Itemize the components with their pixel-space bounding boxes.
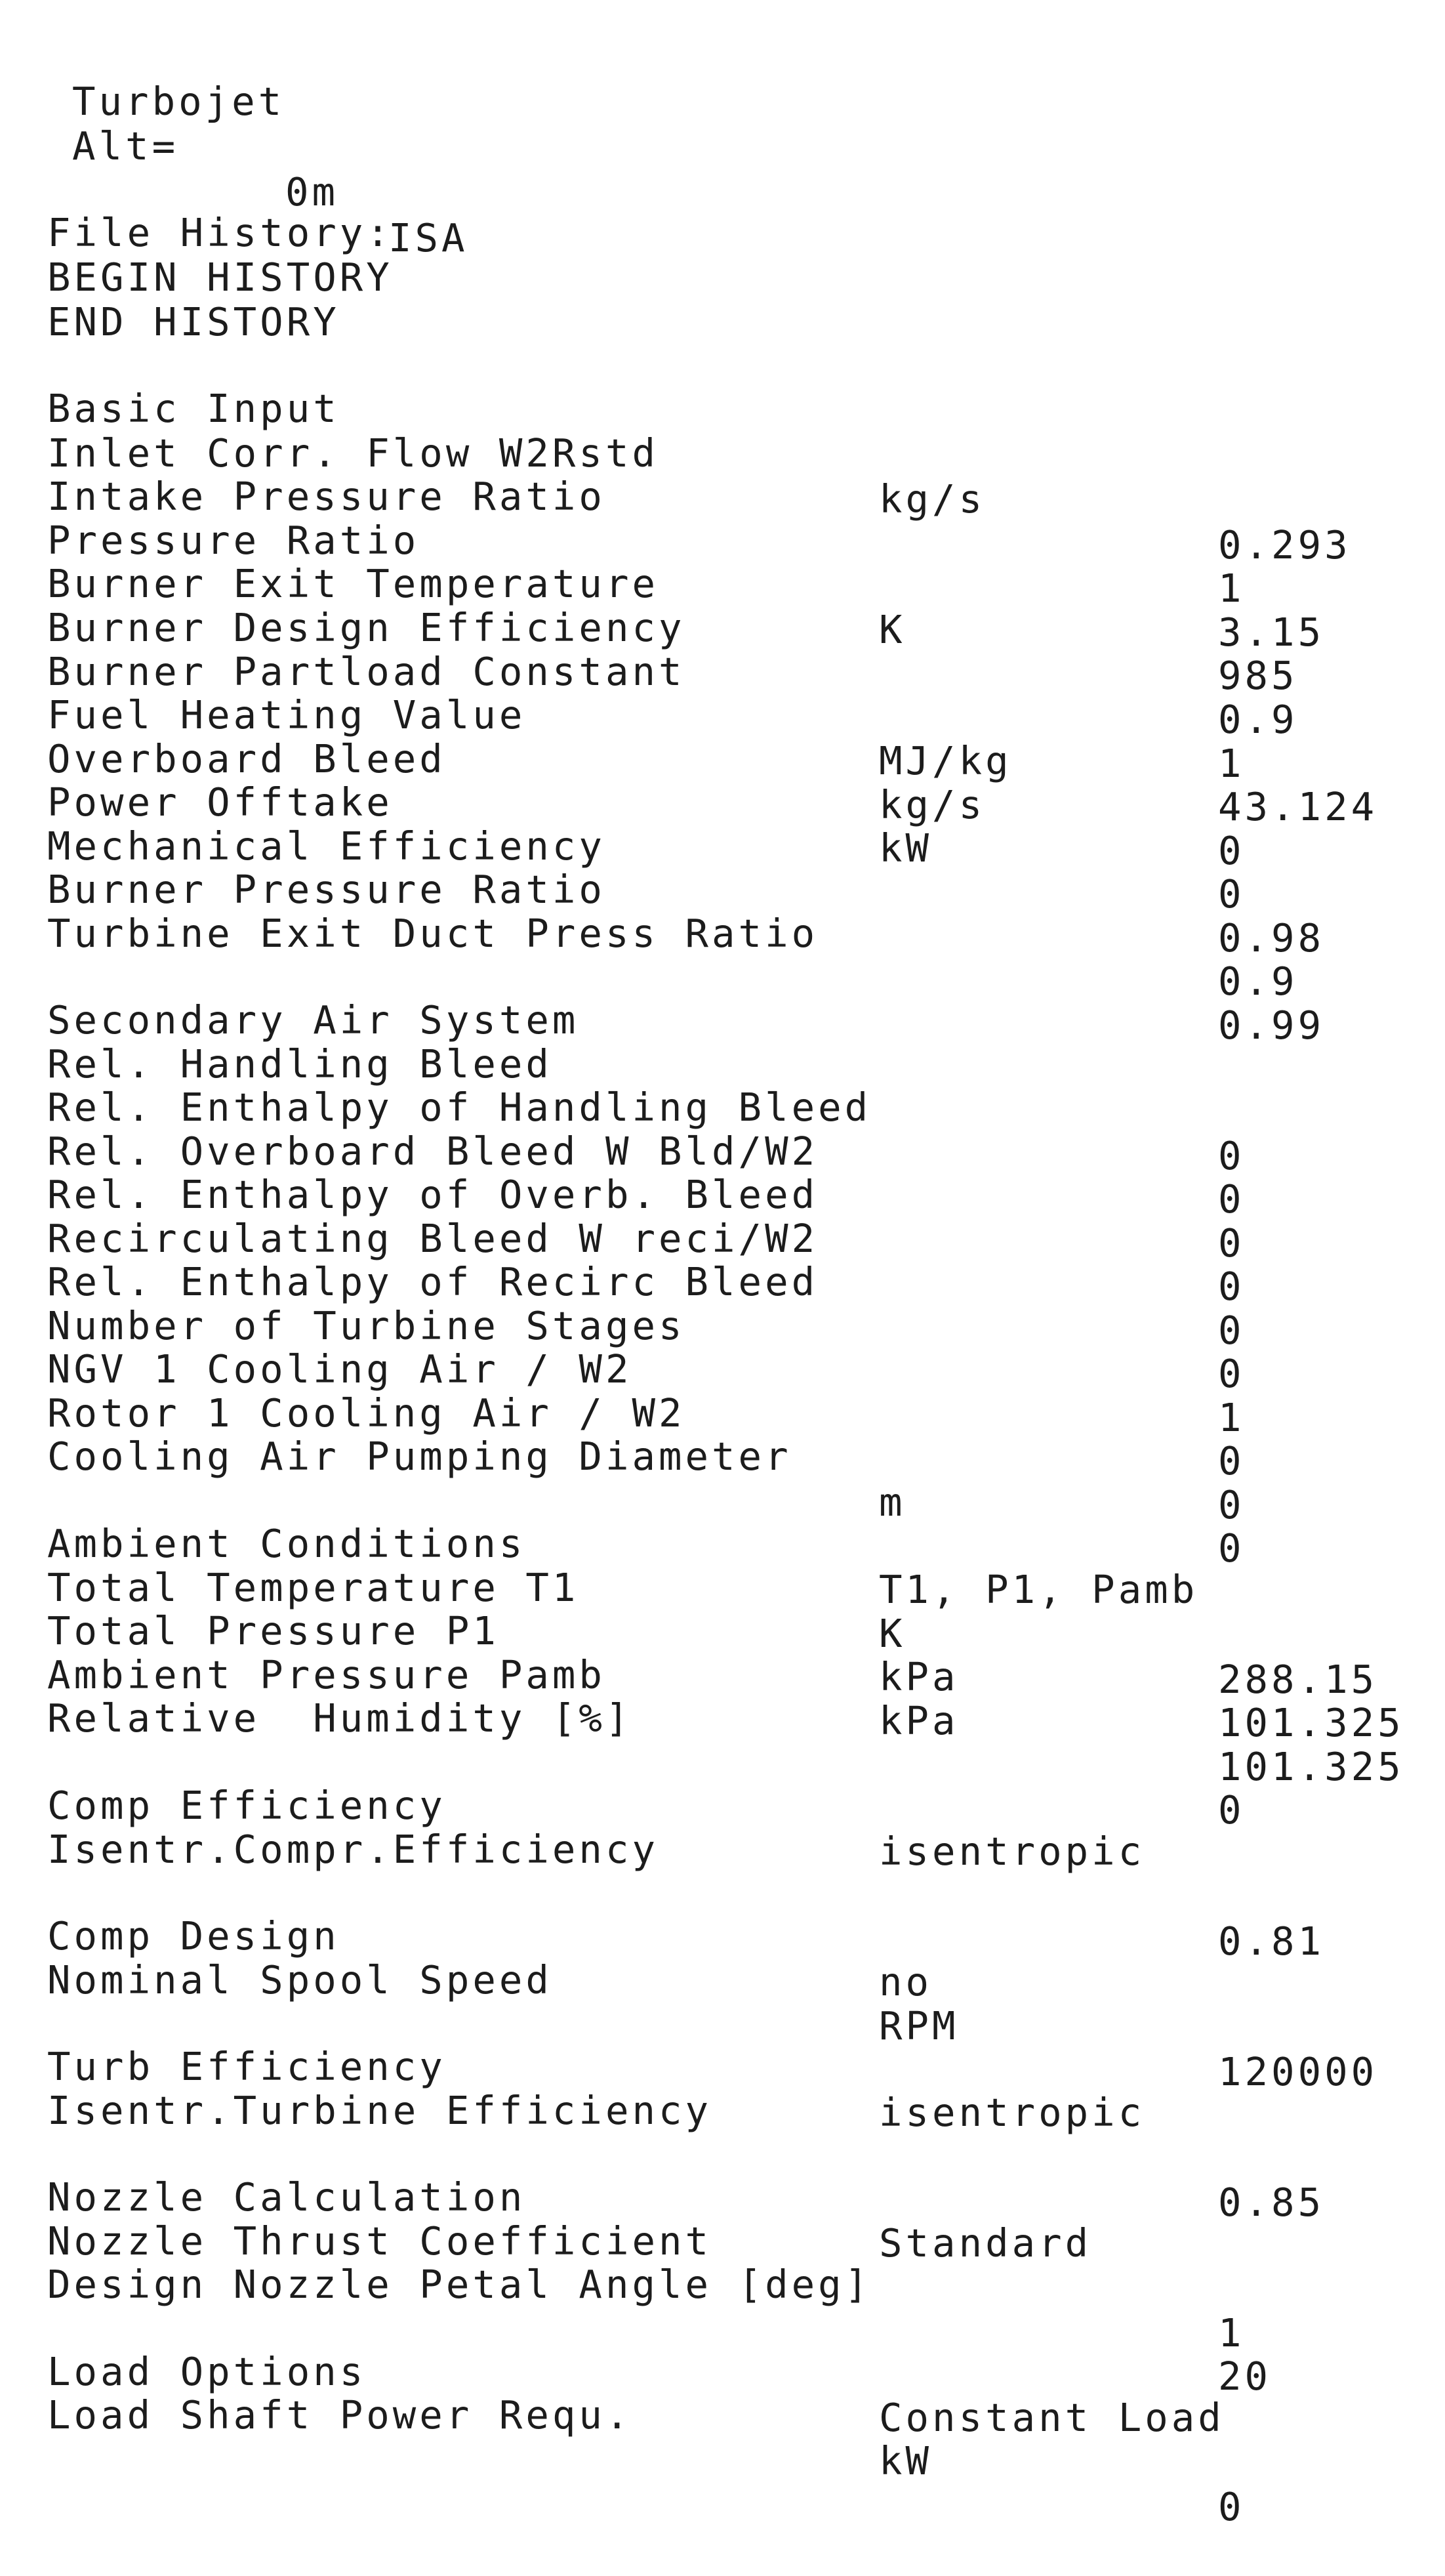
begin-history-text: BEGIN HISTORY <box>47 255 393 300</box>
param-value: 0 <box>1218 1482 1245 1527</box>
param-label: Turbine Exit Duct Press Ratio <box>47 911 819 956</box>
file-history-label: File History: <box>47 210 393 255</box>
param-unit: kW <box>879 2438 933 2483</box>
param-value: 0 <box>1218 2484 1245 2529</box>
param-value: 101.325 <box>1218 1744 1404 1789</box>
secondary-air-heading: Secondary Air System <box>47 997 579 1043</box>
param-label: Cooling Air Pumping Diameter <box>47 1434 792 1479</box>
param-label: Nozzle Thrust Coefficient <box>47 2218 712 2264</box>
param-value: 0 <box>1218 1351 1245 1396</box>
param-label: Pressure Ratio <box>47 518 420 563</box>
load-options-heading: Load Options <box>47 2349 367 2394</box>
param-unit: kPa <box>879 1698 959 1743</box>
ambient-conditions-heading: Ambient Conditions <box>47 1521 526 1566</box>
param-label: Fuel Heating Value <box>47 692 526 737</box>
param-label: Burner Partload Constant <box>47 649 685 694</box>
param-value: 0 <box>1218 871 1245 917</box>
param-unit: MJ/kg <box>879 738 1012 783</box>
param-label: Power Offtake <box>47 779 393 825</box>
param-label: Rel. Enthalpy of Recirc Bleed <box>47 1259 819 1304</box>
param-value: 0 <box>1218 1787 1245 1833</box>
param-value: 1 <box>1218 566 1245 611</box>
param-value: 985 <box>1218 653 1298 698</box>
page-title: Turbojet <box>72 79 285 124</box>
param-label: Relative Humidity [%] <box>47 1695 632 1741</box>
param-label: Mechanical Efficiency <box>47 823 605 869</box>
param-label: Load Shaft Power Requ. <box>47 2392 632 2438</box>
param-label: Number of Turbine Stages <box>47 1303 685 1348</box>
param-value: 0.98 <box>1218 915 1325 961</box>
param-unit: kg/s <box>879 782 986 827</box>
altitude-label: Alt= <box>72 123 179 169</box>
param-unit: RPM <box>879 2003 959 2048</box>
param-unit: K <box>879 607 906 652</box>
comp-efficiency-heading: Comp Efficiency <box>47 1783 446 1828</box>
param-label: Rel. Enthalpy of Handling Bleed <box>47 1085 872 1130</box>
param-unit: kg/s <box>879 476 986 522</box>
section-heading <box>0 951 579 1043</box>
param-label: Recirculating Bleed W reci/W2 <box>47 1216 819 1261</box>
param-label: Burner Exit Temperature <box>47 561 659 606</box>
comp-design-option: no <box>879 1959 933 2005</box>
param-label: Overboard Bleed <box>47 736 446 781</box>
param-value: 120000 <box>1218 2049 1378 2094</box>
end-history-text: END HISTORY <box>47 299 340 344</box>
param-value: 0.81 <box>1218 1919 1325 1964</box>
param-value: 0 <box>1218 828 1245 873</box>
param-label: Rel. Enthalpy of Overb. Bleed <box>47 1172 819 1217</box>
param-value: 0 <box>1218 1133 1245 1178</box>
param-value: 0 <box>1218 1308 1245 1353</box>
turb-efficiency-option: isentropic <box>879 2090 1145 2135</box>
param-value: 0 <box>1218 1220 1245 1266</box>
param-value: 101.325 <box>1218 1700 1404 1745</box>
param-value: 0.9 <box>1218 697 1298 742</box>
param-label: Burner Design Efficiency <box>47 605 685 650</box>
param-label: Rotor 1 Cooling Air / W2 <box>47 1390 685 1436</box>
comp-design-heading: Comp Design <box>47 1913 340 1959</box>
param-unit: kW <box>879 825 933 871</box>
atmosphere-model: ISA <box>388 215 468 260</box>
header-title-line <box>0 33 285 124</box>
param-label: NGV 1 Cooling Air / W2 <box>47 1346 632 1392</box>
param-label: Burner Pressure Ratio <box>47 867 605 912</box>
turb-efficiency-heading: Turb Efficiency <box>47 2044 446 2089</box>
param-value: 3.15 <box>1218 610 1325 655</box>
param-value: 0 <box>1218 1176 1245 1222</box>
param-label: Isentr.Compr.Efficiency <box>47 1827 659 1872</box>
param-label: Rel. Overboard Bleed W Bld/W2 <box>47 1129 819 1174</box>
param-label: Inlet Corr. Flow W2Rstd <box>47 430 659 476</box>
param-value: 0.99 <box>1218 1003 1325 1048</box>
param-value: 288.15 <box>1218 1657 1378 1702</box>
nozzle-calculation-heading: Nozzle Calculation <box>47 2174 526 2220</box>
param-label: Intake Pressure Ratio <box>47 474 605 519</box>
param-value: 1 <box>1218 741 1245 786</box>
param-value: 0 <box>1218 1438 1245 1484</box>
load-options-option: Constant Load <box>879 2395 1225 2440</box>
basic-input-heading: Basic Input <box>47 386 340 431</box>
param-value: 0.85 <box>1218 2180 1325 2225</box>
param-label: Isentr.Turbine Efficiency <box>47 2088 712 2133</box>
param-unit: kPa <box>879 1654 959 1699</box>
param-value: 0.293 <box>1218 522 1351 568</box>
param-unit: K <box>879 1611 906 1656</box>
param-value: 1 <box>1218 1395 1245 1440</box>
param-value: 1 <box>1218 2310 1245 2356</box>
param-label: Ambient Pressure Pamb <box>47 1652 605 1697</box>
param-value: 0 <box>1218 1264 1245 1309</box>
param-value: 20 <box>1218 2354 1272 2399</box>
param-label: Total Temperature T1 <box>47 1565 579 1610</box>
nozzle-calculation-option: Standard <box>879 2220 1092 2266</box>
altitude-value: 0m <box>285 169 339 215</box>
param-value: 43.124 <box>1218 784 1378 829</box>
param-label: Total Pressure P1 <box>47 1608 499 1653</box>
comp-efficiency-option: isentropic <box>879 1829 1145 1874</box>
section-heading <box>0 340 340 431</box>
param-value: 0.9 <box>1218 959 1298 1004</box>
param-label: Design Nozzle Petal Angle [deg] <box>47 2262 872 2307</box>
ambient-conditions-option: T1, P1, Pamb <box>879 1567 1198 1612</box>
param-unit: m <box>879 1480 906 1525</box>
param-label: Nominal Spool Speed <box>47 1957 552 2003</box>
param-value: 0 <box>1218 1526 1245 1571</box>
param-label: Rel. Handling Bleed <box>47 1041 552 1087</box>
